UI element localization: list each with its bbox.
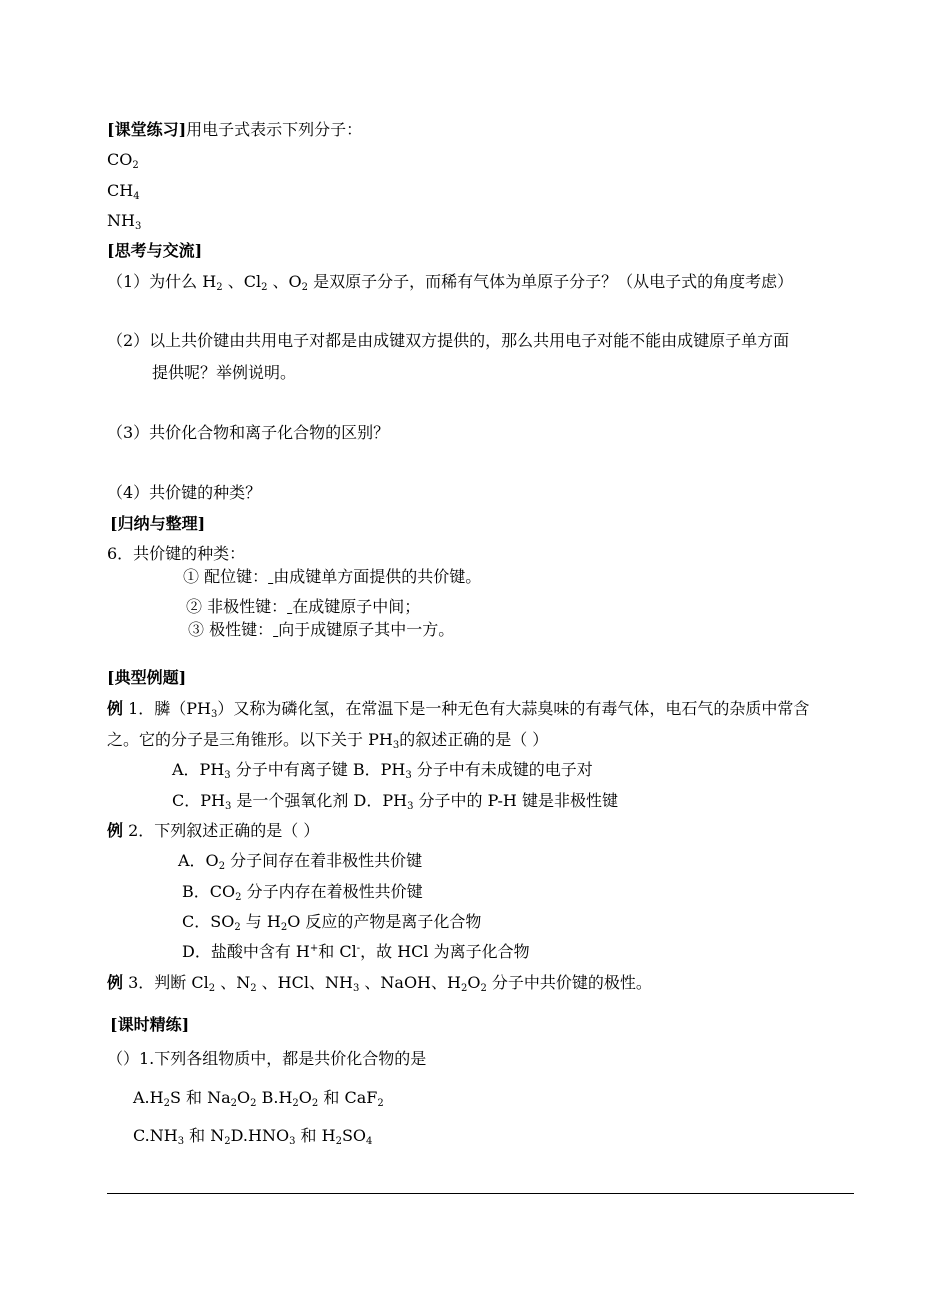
example-2-option-c: C．$SO_2$ 与 $H_2O$ 反应的产物是离子化合物 [182,912,482,933]
examples-heading: [典型例题] [107,668,187,687]
molecule-nh3: $NH_3$ [107,211,142,232]
think-question-4: （4）共价键的种类？ [107,483,262,502]
think-question-1: （1）为什么 $H_2$ 、$Cl_2$ 、$O_2$ 是双原子分子，而稀有气体为单原子分子？（从电子式的角度考虑） [107,272,794,293]
summary-title: 6．共价键的种类： [107,544,246,563]
example-1-options-cd: C．$PH_3$ 是一个强氧化剂 D．$PH_3$ 分子中的 P-H 键是非极性键 [172,791,618,812]
summary-heading: [归纳与整理] [110,514,206,533]
example-1-line1: 例 1．膦$(PH_3)$又称为磷化氢，在常温下是一种无色有大蒜臭味的有毒气体，电石气的杂质中常含 [107,699,810,720]
think-question-2-line2: 提供呢？举例说明。 [152,363,297,382]
example-1-line2: 之。它的分子是三角锥形。以下关于 $PH_3$的叙述正确的是（ ） [107,730,549,751]
practice-instruction: 用电子式表示下列分子： [186,120,363,139]
example-3: 例 3．判断 $Cl_2$ 、$N_2$ 、HCl、$NH_3$ 、NaOH、$H_2O_2$ 分子中共价键的极性。 [107,973,652,994]
example-2-option-a: A．$O_2$ 分子间存在着非极性共价键 [178,851,423,872]
example-1-options-ab: A．$PH_3$ 分子中有离子键 B．$PH_3$ 分子中有未成键的电子对 [172,760,593,781]
molecule-ch4: $CH_4$ [107,181,140,202]
think-heading: [思考与交流] [107,241,203,260]
summary-item-polar: ③ 极性键： 向于成键原子其中一方。 [188,620,455,639]
footer-rule [107,1193,854,1194]
think-question-3: （3）共价化合物和离子化合物的区别？ [107,423,390,442]
drill-question-1: （）1.下列各组物质中，都是共价化合物的是 [107,1049,427,1068]
practice-line [107,120,362,140]
example-2-option-d: D．盐酸中含有 H+和 Cl-，故 HCl 为离子化合物 [182,942,530,961]
summary-item-coordinate: ① 配位键： 由成键单方面提供的共价键。 [183,567,482,586]
drill-heading: [课时精练] [110,1015,190,1034]
think-question-2-line1: （2）以上共价键由共用电子对都是由成键双方提供的，那么共用电子对能不能由成键原子单方面 [107,331,790,350]
practice-heading: [课堂练习] [107,120,187,139]
molecule-co2: $CO_2$ [107,150,139,171]
example-2-option-b: B．$CO_2$ 分子内存在着极性共价键 [182,882,423,903]
drill-options-cd: $C.NH_3$ 和 $N_2D.HNO_3$ 和 $H_2SO_4$ [133,1126,373,1147]
drill-options-ab: $A.H_2S$ 和 $Na_2O_2$ $B.H_2O_2$ 和 CaF$_2$ [133,1088,384,1109]
summary-item-nonpolar: ② 非极性键： 在成键原子中间； [186,597,421,616]
example-2-stem: 例 2．下列叙述正确的是（ ） [107,821,320,840]
